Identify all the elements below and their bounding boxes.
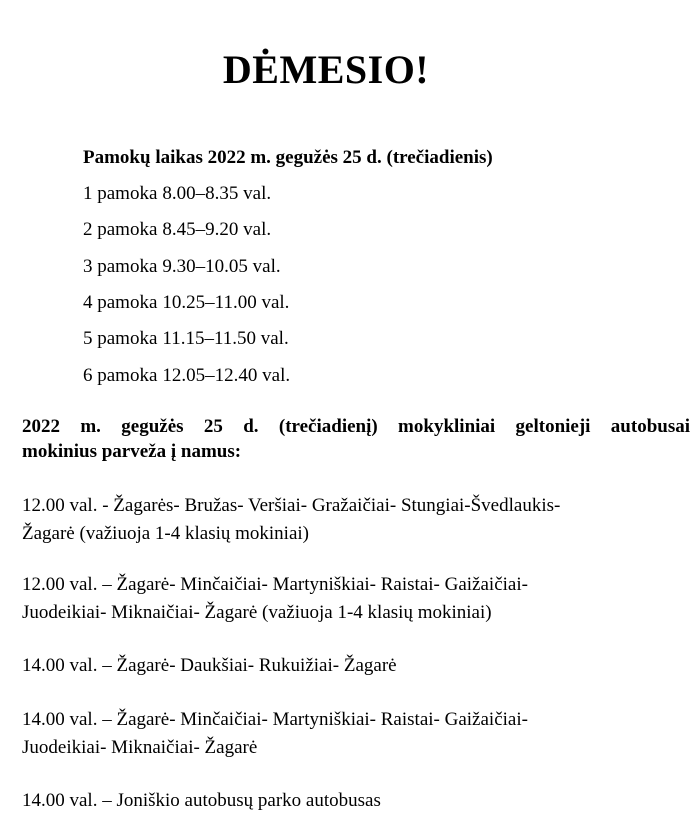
lesson-time: 8.45–9.20 val. (162, 219, 272, 240)
bus-route-line: 14.00 val. – Žagarė- Minčaičiai- Martyniškiai- Raistai- Gaižaičiai- (22, 709, 528, 730)
bus-route (22, 492, 692, 548)
bus-heading-line: 2022 m. gegužės 25 d. (trečiadienį) mokykliniai geltonieji autobusai (22, 416, 690, 437)
lesson-row (83, 218, 271, 242)
lesson-row (83, 327, 289, 351)
lesson-label: 4 pamoka (83, 292, 158, 313)
lesson-time: 11.15–11.50 val. (162, 328, 289, 349)
bus-route-line: 14.00 val. – Joniškio autobusų parko autobusas (22, 790, 381, 811)
lesson-row (83, 182, 271, 206)
lesson-time: 9.30–10.05 val. (162, 256, 281, 277)
lesson-row (83, 291, 289, 315)
lesson-schedule-heading: Pamokų laikas 2022 m. gegužės 25 d. (trečiadienis) (83, 147, 493, 168)
bus-route-line: 14.00 val. – Žagarė- Daukšiai- Rukuižiai- Žagarė (22, 655, 397, 676)
bus-route-line: Juodeikiai- Miknaičiai- Žagarė (22, 737, 258, 758)
lesson-time: 10.25–11.00 val. (162, 292, 290, 313)
bus-heading-line: mokinius parveža į namus: (22, 441, 242, 462)
bus-route-line: Juodeikiai- Miknaičiai- Žagarė (važiuoja 1-4 klasių mokiniai) (22, 602, 492, 623)
page-title: DĖMESIO! (222, 47, 430, 92)
bus-route (22, 787, 692, 815)
bus-route-line: 12.00 val. - Žagarės- Bružas- Veršiai- Gražaičiai- Stungiai-Švedlaukis- (22, 495, 561, 516)
bus-route (22, 706, 692, 762)
lesson-time: 12.05–12.40 val. (162, 365, 291, 386)
bus-route-line: 12.00 val. – Žagarė- Minčaičiai- Martyniškiai- Raistai- Gaižaičiai- (22, 574, 528, 595)
bus-route (22, 571, 692, 627)
lesson-label: 5 pamoka (83, 328, 158, 349)
lesson-label: 3 pamoka (83, 256, 158, 277)
bus-route-line: Žagarė (važiuoja 1-4 klasių mokiniai) (22, 523, 310, 544)
lesson-row (83, 255, 281, 279)
lesson-row (83, 364, 290, 388)
bus-schedule-heading (22, 414, 690, 464)
lesson-label: 1 pamoka (83, 183, 158, 204)
bus-route (22, 652, 692, 680)
lesson-time: 8.00–8.35 val. (162, 183, 272, 204)
lesson-label: 2 pamoka (83, 219, 158, 240)
lesson-label: 6 pamoka (83, 365, 158, 386)
